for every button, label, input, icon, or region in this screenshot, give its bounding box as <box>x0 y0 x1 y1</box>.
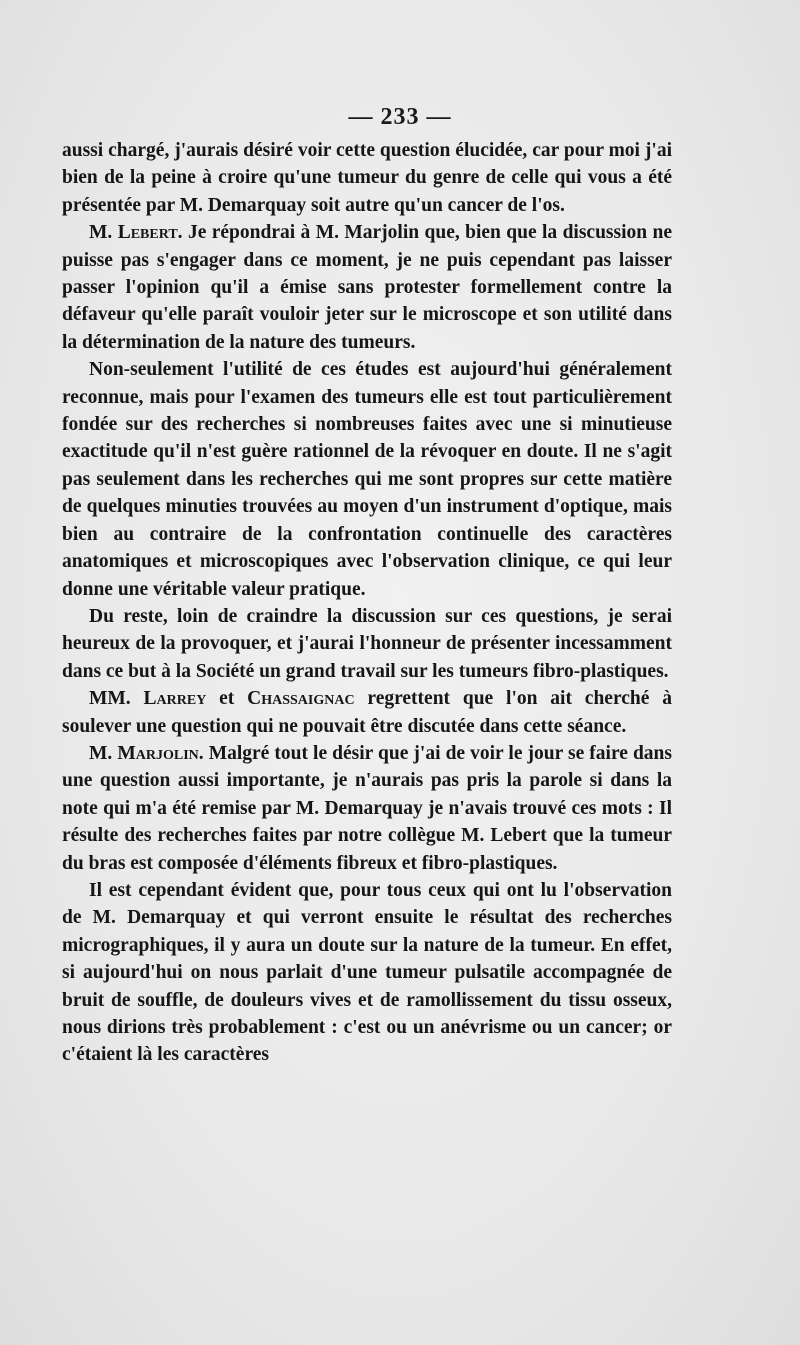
speaker-prefix: M. <box>89 222 118 244</box>
paragraph-2-text: . Je répondrai à M. Marjolin que, bien que la discussion ne puisse pas s'engager dans ce moment, je ne puis cependant pas laisser passer l'opinion qu'il a émise sans protester formellement contre la défaveur qu'elle paraît vouloir jeter sur le microscope et son utilité dans la détermination de la nature des tumeurs. <box>62 222 673 353</box>
speaker-prefix: M. <box>89 742 118 764</box>
paragraph-3: Non-seulement l'utilité de ces études est aujourd'hui généralement reconnue, mais pour l'examen des tumeurs elle est tout particulièrement fondée sur des recherches si nombreuses faites avec une si minutieuse exactitude qu'il n'est guère rationnel de la révoquer en doute. Il ne s'agit pas seulement dans les recherches qui me sont propres sur cette matière de quelques minuties trouvées au moyen d'un instrument d'optique, mais bien au contraire de la confrontation continuelle des caractères anatomiques et microscopiques avec l'observation clinique, ce qui leur donne une véritable valeur pratique. <box>62 359 672 600</box>
speaker-name-2: Chassaignac <box>247 688 355 710</box>
body-text <box>62 137 672 1069</box>
paragraph-5 <box>62 685 672 740</box>
paragraph-7: Il est cependant évident que, pour tous ceux qui ont lu l'observation de M. Demarquay et qui verront ensuite le résultat des recherches micrographiques, il y aura un doute sur la nature de la tumeur. En effet, si aujourd'hui on nous parlait d'une tumeur pulsatile accompagnée de bruit de souffle, de douleurs vives et de ramollissement du tissu osseux, nous dirions très probablement : c'est ou un anévrisme ou un cancer; or c'étaient là les caractères <box>62 879 672 1066</box>
speaker-prefix: MM. <box>89 688 144 710</box>
paragraph-6-text: . Malgré tout le désir que j'ai de voir le jour se faire dans une question aussi importante, je n'aurais pas pris la parole si dans la note qui m'a été remise par M. Demarquay je n'avais trouvé ces mots : Il résulte des recherches faites par notre collègue M. Lebert que la tumeur du bras est composée d'éléments fibreux et fibro-plastiques. <box>62 742 672 874</box>
speaker-joiner: et <box>206 688 248 710</box>
speaker-name: Marjolin <box>117 742 199 764</box>
paragraph-4: Du reste, loin de craindre la discussion sur ces questions, je serai heureux de la provoquer, et j'aurai l'honneur de présenter incessamment dans ce but à la Société un grand travail sur les tumeurs fibro-plastiques. <box>62 605 672 682</box>
speaker-name: Larrey <box>143 688 207 710</box>
paragraph-2 <box>62 219 672 356</box>
paragraph-5-text: regrettent que l'on ait cherché à soulever une question qui ne pouvait être discutée dans cette séance. <box>62 688 672 737</box>
page-number: — 233 — <box>348 104 452 130</box>
paragraph-1: aussi chargé, j'aurais désiré voir cette question élucidée, car pour moi j'ai bien de la peine à croire qu'une tumeur du genre de celle qui vous a été présentée par M. Demarquay soit autre qu'un cancer de l'os. <box>62 140 672 216</box>
speaker-name: Lebert <box>117 222 178 244</box>
paragraph-6 <box>62 740 672 877</box>
